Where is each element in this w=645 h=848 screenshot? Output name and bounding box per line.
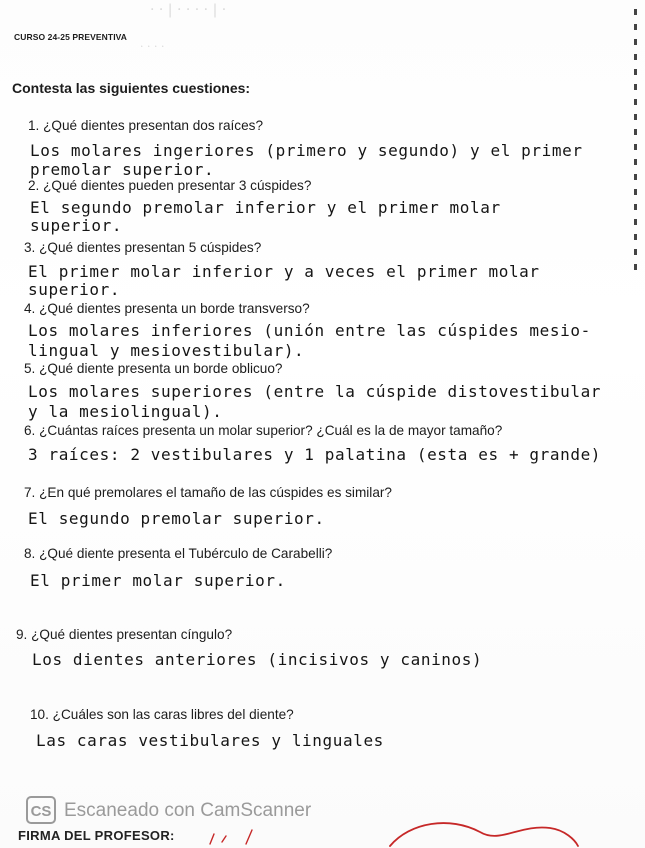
answer-2-line-1: El segundo premolar inferior y el primer molar: [30, 198, 501, 217]
answer-6-line-1: 3 raíces: 2 vestibulares y 1 palatina (esta es + grande): [28, 445, 602, 464]
answer-9-line-1: Los dientes anteriores (incisivos y caninos): [32, 650, 483, 669]
answer-8-line-1: El primer molar superior.: [30, 571, 286, 590]
question-2: 2. ¿Qué dientes pueden presentar 3 cúspides?: [28, 178, 312, 193]
scan-edge-marks: [631, 0, 641, 330]
question-10: 10. ¿Cuáles son las caras libres del diente?: [30, 707, 294, 722]
answer-1-line-1: Los molares ingeriores (primero y segundo) y el primer: [30, 141, 583, 160]
signature-scribble: [206, 826, 266, 846]
question-5: 5. ¿Qué diente presenta un borde oblicuo?: [24, 361, 283, 376]
answer-10-line-1: Las caras vestibulares y linguales: [36, 731, 384, 750]
question-9: 9. ¿Qué dientes presentan cíngulo?: [16, 627, 233, 642]
answer-7-line-1: El segundo premolar superior.: [28, 509, 325, 528]
question-7: 7. ¿En qué premolares el tamaño de las cúspides es similar?: [24, 485, 392, 500]
answer-3-line-2: superior.: [28, 280, 121, 299]
question-1: 1. ¿Qué dientes presentan dos raíces?: [28, 118, 264, 133]
course-header: CURSO 24-25 PREVENTIVA: [14, 32, 128, 42]
question-6: 6. ¿Cuántas raíces presenta un molar superior? ¿Cuál es la de mayor tamaño?: [24, 423, 503, 438]
answer-4-line-2: lingual y mesiovestibular).: [28, 341, 305, 360]
answer-2-line-2: superior.: [30, 216, 123, 235]
answer-5-line-2: y la mesiolingual).: [28, 402, 223, 421]
question-4: 4. ¿Qué dientes presenta un borde transverso?: [24, 301, 310, 316]
camscanner-watermark: Escaneado con CamScanner: [64, 800, 312, 821]
bleed-through-mark: · · | · · · · | ·: [150, 2, 227, 18]
answer-5-line-1: Los molares superiores (entre la cúspide distovestibular: [28, 382, 602, 401]
camscanner-logo-icon: CS: [26, 796, 56, 824]
teacher-signature-label: FIRMA DEL PROFESOR:: [18, 828, 175, 843]
question-8: 8. ¿Qué diente presenta el Tubérculo de Carabelli?: [24, 546, 333, 561]
answer-1-line-2: premolar superior.: [30, 160, 215, 179]
answer-4-line-1: Los molares inferiores (unión entre las cúspides mesio-: [28, 321, 591, 340]
instructions-heading: Contesta las siguientes cuestiones:: [12, 80, 251, 96]
red-ink-mark: [380, 814, 580, 848]
question-3: 3. ¿Qué dientes presentan 5 cúspides?: [24, 240, 262, 255]
answer-3-line-1: El primer molar inferior y a veces el primer molar: [28, 262, 540, 281]
bleed-through-mark: · · · ·: [140, 40, 165, 53]
